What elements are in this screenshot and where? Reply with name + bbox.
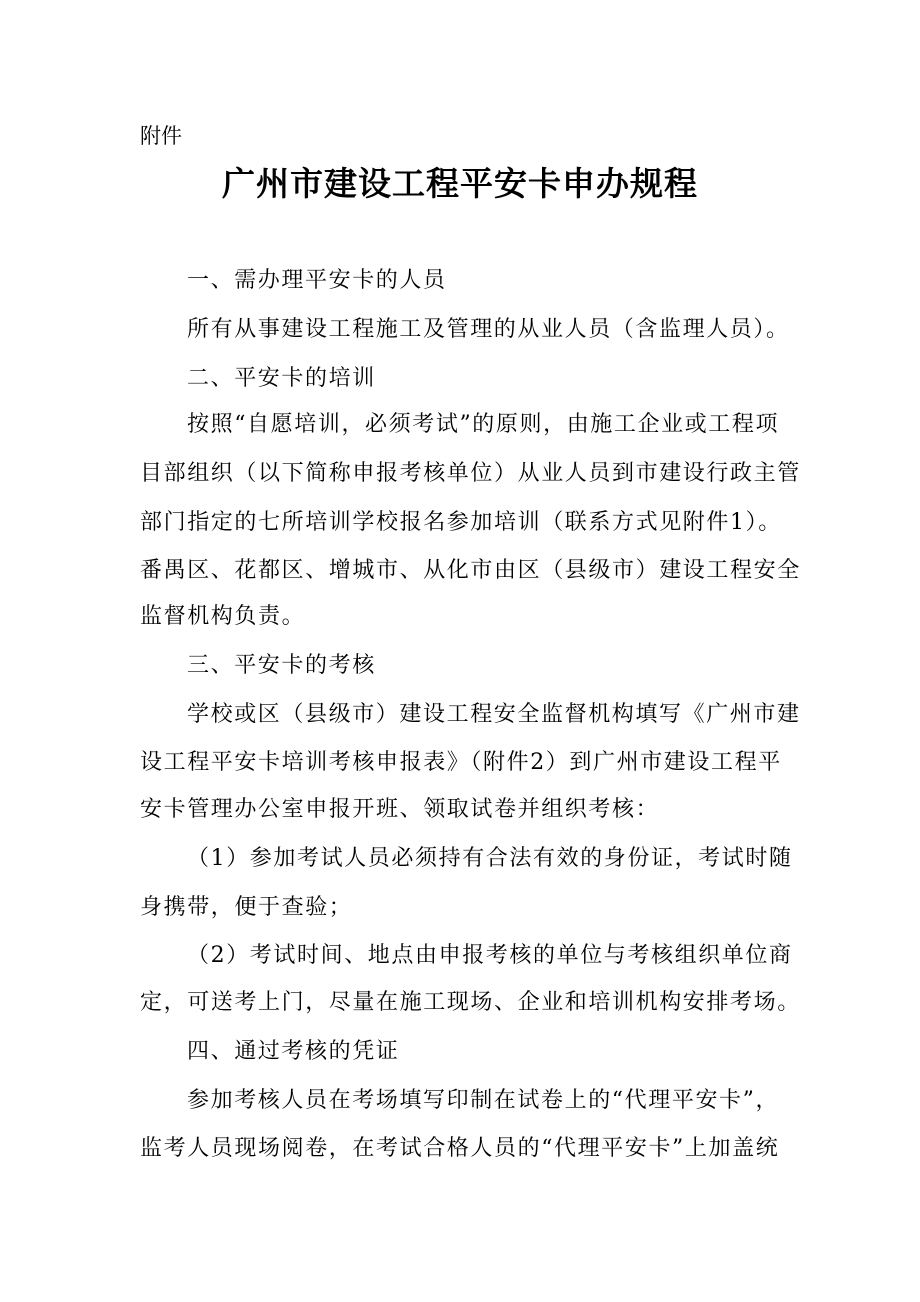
paragraph-line: 按照“自愿培训，必须考试”的原则，由施工企业或工程项 xyxy=(187,412,780,437)
list-item-line: 身携带，便于查验； xyxy=(140,895,353,920)
paragraph-line: 监考人员现场阅卷，在考试合格人员的“代理平安卡”上加盖统 xyxy=(140,1136,780,1161)
paragraph-line: 学校或区（县级市）建设工程安全监督机构填写《广州市建 xyxy=(187,702,801,727)
section-heading-1: 一、需办理平安卡的人员 xyxy=(187,268,447,293)
attachment-label: 附件 xyxy=(140,124,182,148)
section-heading-4: 四、通过考核的凭证 xyxy=(187,1039,400,1064)
paragraph-line: 番禺区、花都区、增城市、从化市由区（县级市）建设工程安全 xyxy=(140,558,801,583)
paragraph-line: 监督机构负责。 xyxy=(140,604,306,629)
paragraph-line: 参加考核人员在考场填写印制在试卷上的“代理平安卡”， xyxy=(187,1088,780,1113)
section-heading-3: 三、平安卡的考核 xyxy=(187,653,376,678)
paragraph-line: 目部组织（以下简称申报考核单位）从业人员到市建设行政主管 xyxy=(140,461,801,486)
list-item-line: （2）考试时间、地点由申报考核的单位与考核组织单位商 xyxy=(187,943,793,968)
paragraph-line: 设工程平安卡培训考核申报表》（附件2）到广州市建设工程平 xyxy=(140,750,782,775)
paragraph-line: 所有从事建设工程施工及管理的从业人员（含监理人员）。 xyxy=(187,317,790,342)
document-title: 广州市建设工程平安卡申办规程 xyxy=(222,164,698,203)
list-item-line: （1）参加考试人员必须持有合法有效的身份证，考试时随 xyxy=(187,846,793,871)
section-heading-2: 二、平安卡的培训 xyxy=(187,366,376,391)
list-item-line: 定，可送考上门，尽量在施工现场、企业和培训机构安排考场。 xyxy=(140,990,801,1015)
paragraph-line: 部门指定的七所培训学校报名参加培训（联系方式见附件1）。 xyxy=(140,510,782,535)
paragraph-line: 安卡管理办公室申报开班、领取试卷并组织考核： xyxy=(140,797,660,822)
